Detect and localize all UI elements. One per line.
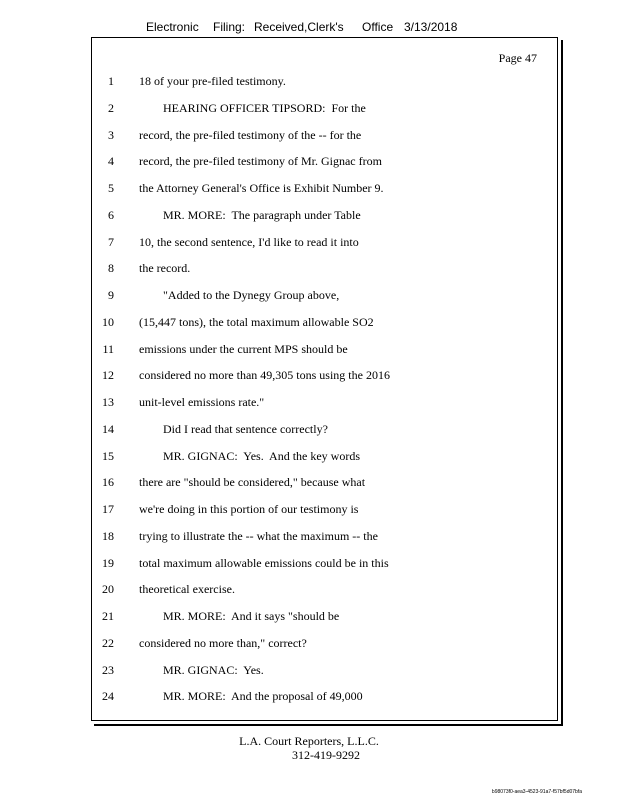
transcript-line xyxy=(0,609,618,625)
line-number: 8 xyxy=(108,261,114,276)
line-number: 5 xyxy=(108,181,114,195)
line-text: we're doing in this portion of our testimony is xyxy=(139,502,359,516)
header-office: Office xyxy=(362,20,394,34)
transcript-line xyxy=(0,395,618,411)
line-text: HEARING OFFICER TIPSORD: For the xyxy=(139,100,366,115)
line-number: 21 xyxy=(102,609,114,623)
line-text: MR. MORE: And the proposal of 49,000 xyxy=(139,689,363,704)
line-text: record, the pre-filed testimony of the -- for the xyxy=(139,127,362,142)
transcript-line xyxy=(0,556,618,572)
transcript-line xyxy=(0,663,618,679)
line-text: total maximum allowable emissions could be in this xyxy=(139,555,389,570)
line-number: 4 xyxy=(108,154,114,169)
line-text: MR. MORE: And it says "should be xyxy=(139,609,340,623)
transcript-line xyxy=(0,368,618,384)
line-text: MR. GIGNAC: Yes. And the key words xyxy=(139,448,361,463)
line-number: 9 xyxy=(108,288,114,302)
transcript-line xyxy=(0,154,618,170)
line-text: trying to illustrate the -- what the maximum -- the xyxy=(139,528,378,543)
line-number: 7 xyxy=(108,234,114,249)
filing-header xyxy=(0,20,618,36)
transcript-line xyxy=(0,235,618,251)
transcript-line xyxy=(0,422,618,438)
line-number: 22 xyxy=(102,635,114,650)
transcript-line xyxy=(0,636,618,652)
line-text: record, the pre-filed testimony of Mr. Gignac from xyxy=(139,154,382,169)
line-number: 6 xyxy=(108,207,114,222)
line-number: 10 xyxy=(102,314,114,329)
line-number: 16 xyxy=(102,475,114,490)
line-number: 24 xyxy=(102,689,114,704)
transcript-line xyxy=(0,288,618,304)
transcript-line xyxy=(0,582,618,598)
line-number: 23 xyxy=(102,662,114,677)
line-number: 19 xyxy=(102,555,114,570)
line-text: MR. GIGNAC: Yes. xyxy=(139,662,264,677)
page-number: Page 47 xyxy=(498,51,537,65)
line-text: MR. MORE: The paragraph under Table xyxy=(139,207,361,222)
header-date: 3/13/2018 xyxy=(404,20,458,34)
line-number: 13 xyxy=(102,395,114,409)
line-number: 18 xyxy=(102,528,114,543)
line-text: there are "should be considered," because what xyxy=(139,475,366,490)
header-electronic: Electronic xyxy=(146,20,199,34)
document-id: b98073f0-aea3-4523-91a7-f57bf5d07bfa xyxy=(491,789,582,795)
footer-company: L.A. Court Reporters, L.L.C. xyxy=(239,734,379,748)
header-filing: Filing: xyxy=(213,20,246,34)
line-number: 1 xyxy=(108,74,114,88)
line-text: Did I read that sentence correctly? xyxy=(139,421,328,436)
line-text: the Attorney General's Office is Exhibit Number 9. xyxy=(139,181,384,195)
transcript-line xyxy=(0,475,618,491)
line-number: 20 xyxy=(102,582,114,597)
transcript-line xyxy=(0,342,618,358)
line-text: emissions under the current MPS should be xyxy=(139,341,348,356)
line-number: 14 xyxy=(102,421,114,436)
transcript-line xyxy=(0,74,618,90)
line-number: 12 xyxy=(102,368,114,383)
footer-phone: 312-419-9292 xyxy=(292,748,360,762)
line-text: unit-level emissions rate." xyxy=(139,395,265,409)
line-text: theoretical exercise. xyxy=(139,582,235,597)
transcript-line xyxy=(0,689,618,705)
transcript-line xyxy=(0,449,618,465)
line-text: 18 of your pre-filed testimony. xyxy=(139,74,286,88)
line-number: 17 xyxy=(102,502,114,516)
line-text: considered no more than," correct? xyxy=(139,635,307,650)
transcript-line xyxy=(0,181,618,197)
line-number: 15 xyxy=(102,448,114,463)
line-number: 3 xyxy=(108,127,114,142)
transcript-line xyxy=(0,208,618,224)
line-text: "Added to the Dynegy Group above, xyxy=(139,288,340,302)
transcript-line xyxy=(0,529,618,545)
line-text: 10, the second sentence, I'd like to read it into xyxy=(139,234,359,249)
transcript-line xyxy=(0,128,618,144)
transcript-line xyxy=(0,101,618,117)
line-text: the record. xyxy=(139,261,191,276)
transcript-line xyxy=(0,261,618,277)
transcript-line xyxy=(0,502,618,518)
line-number: 2 xyxy=(108,100,114,115)
transcript-line xyxy=(0,315,618,331)
header-received: Received,Clerk's xyxy=(254,20,344,34)
line-text: considered no more than 49,305 tons using the 2016 xyxy=(139,368,390,383)
line-text: (15,447 tons), the total maximum allowable SO2 xyxy=(139,314,374,329)
line-number: 11 xyxy=(102,341,114,356)
